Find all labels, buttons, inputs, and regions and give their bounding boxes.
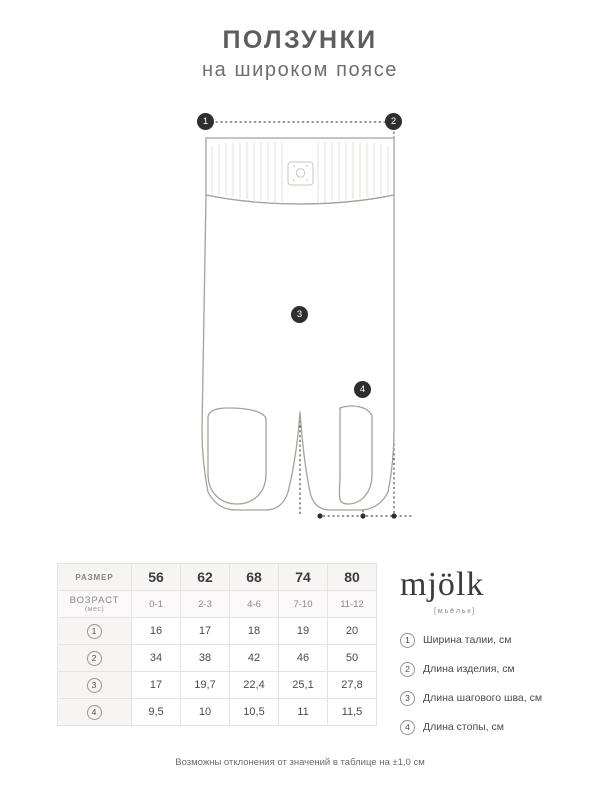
footnote: Возможны отклонения от значений в таблице на ±1,0 см [175, 757, 425, 768]
table-row [58, 672, 377, 699]
size-table [57, 563, 377, 726]
legend-badge-3: 3 [400, 691, 415, 706]
garment-illustration [0, 100, 600, 540]
row-label-age [58, 591, 132, 618]
size-cell-4: 80 [328, 564, 377, 591]
m3-v4: 27,8 [328, 672, 377, 699]
row-label-age-text: ВОЗРАСТ [69, 595, 120, 606]
m2-v2: 42 [230, 645, 279, 672]
m4-v0: 9,5 [132, 699, 181, 726]
m4-v4: 11,5 [328, 699, 377, 726]
legend-item-3 [400, 686, 595, 710]
badge-2: 2 [87, 651, 102, 666]
legend-badge-4: 4 [400, 720, 415, 735]
legend-text-2: Длина изделия, см [423, 663, 515, 675]
legend-text-4: Длина стопы, см [423, 721, 504, 733]
m1-v4: 20 [328, 618, 377, 645]
size-cell-3: 74 [279, 564, 328, 591]
table-row [58, 618, 377, 645]
marker-1: 1 [197, 113, 214, 130]
m4-v2: 10,5 [230, 699, 279, 726]
m1-v2: 18 [230, 618, 279, 645]
row-label-age-unit: (мес) [84, 606, 105, 613]
legend-text-3: Длина шагового шва, см [423, 692, 543, 704]
badge-4: 4 [87, 705, 102, 720]
measure-marker-4 [58, 699, 132, 726]
age-cell-0: 0-1 [132, 591, 181, 618]
marker-3: 3 [291, 306, 308, 323]
measurement-legend [400, 628, 595, 744]
legend-item-1 [400, 628, 595, 652]
brand-tagline: [мьёльк] [434, 606, 476, 615]
size-cell-1: 62 [181, 564, 230, 591]
m1-v3: 19 [279, 618, 328, 645]
m2-v4: 50 [328, 645, 377, 672]
garment-outline [202, 138, 394, 510]
legend-badge-2: 2 [400, 662, 415, 677]
size-cell-0: 56 [132, 564, 181, 591]
size-table-wrapper [57, 563, 377, 726]
title-sub: на широком поясе [201, 58, 399, 81]
legend-item-4 [400, 715, 595, 739]
m1-v0: 16 [132, 618, 181, 645]
brand-name: mjölk [400, 566, 485, 603]
badge-1: 1 [87, 624, 102, 639]
m2-v3: 46 [279, 645, 328, 672]
marker-2: 2 [385, 113, 402, 130]
table-row [58, 699, 377, 726]
title-main: ПОЛЗУНКИ [222, 26, 378, 54]
m3-v1: 19,7 [181, 672, 230, 699]
row-label-size: РАЗМЕР [58, 564, 132, 591]
measure-marker-3 [58, 672, 132, 699]
size-cell-2: 68 [230, 564, 279, 591]
m2-v1: 38 [181, 645, 230, 672]
age-cell-4: 11-12 [328, 591, 377, 618]
brand-tag [288, 162, 313, 185]
brand-logo [400, 568, 580, 615]
page-title [0, 26, 600, 82]
measure-marker-2 [58, 645, 132, 672]
m3-v2: 22,4 [230, 672, 279, 699]
m4-v3: 11 [279, 699, 328, 726]
m2-v0: 34 [132, 645, 181, 672]
m1-v1: 17 [181, 618, 230, 645]
table-row-sizes [58, 564, 377, 591]
legend-item-2 [400, 657, 595, 681]
age-cell-2: 4-6 [230, 591, 279, 618]
age-cell-1: 2-3 [181, 591, 230, 618]
legend-text-1: Ширина талии, см [423, 634, 512, 646]
measure-marker-1 [58, 618, 132, 645]
m3-v3: 25,1 [279, 672, 328, 699]
legend-badge-1: 1 [400, 633, 415, 648]
marker-4: 4 [354, 381, 371, 398]
age-cell-3: 7-10 [279, 591, 328, 618]
m3-v0: 17 [132, 672, 181, 699]
table-row [58, 645, 377, 672]
table-row-ages [58, 591, 377, 618]
badge-3: 3 [87, 678, 102, 693]
m4-v1: 10 [181, 699, 230, 726]
